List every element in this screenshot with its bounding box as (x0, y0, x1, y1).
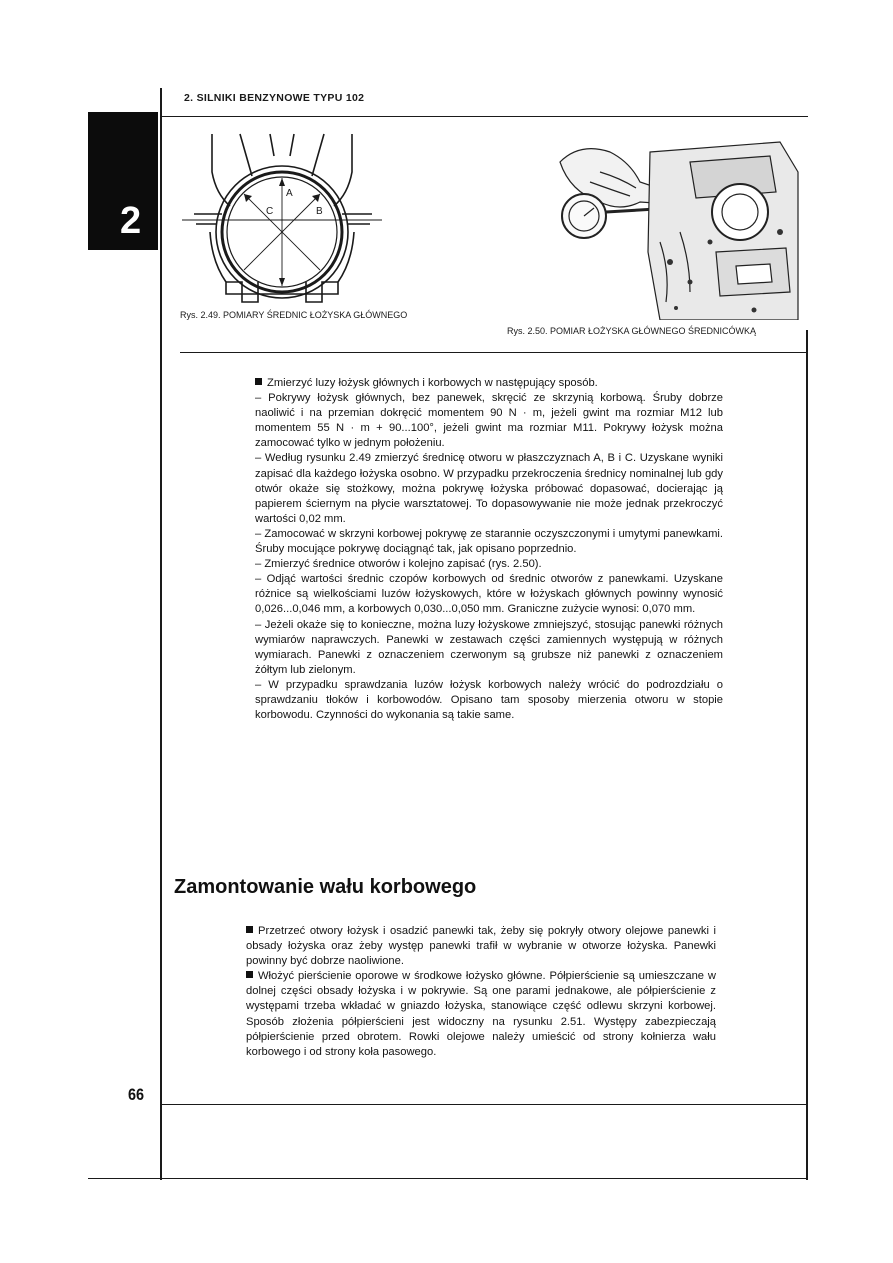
running-header: 2. SILNIKI BENZYNOWE TYPU 102 (184, 92, 365, 104)
paragraph: Włożyć pierścienie oporowe w środkowe łożysko główne. Półpierścienie są umieszczane w dolnej części obsady łożyska i w pokrywie. Są one parami jednakowe, ale półpierścienie z występami trzeba wkładać w gniazdo łożyska, stanowiące część odlewu skrzyni korbowej. Sposób złożenia półpierścieni jest widoczny na rysunku 2.51. Występy zabezpieczają półpierścienie przed obrotem. Rowki olejowe należy umieścić od strony kołnierza wału korbowego i od strony koła pasowego. (246, 970, 716, 1058)
right-margin-rule (806, 330, 808, 1180)
paragraph: – Według rysunku 2.49 zmierzyć średnicę otworu w płaszczyznach A, B i C. Uzyskane wyniki zapisać dla każdego łożyska osobno. W przypadku przekroczenia średnicy nominalnej lub gdy otwór okaże się stożkowy, można pokrywę łożyska próbować dopasować, docierając ją papierem ściernym na płycie warsztatowej. To dopasowywanie nie może jednak przekroczyć wartości 0,02 mm. (255, 452, 723, 525)
measurement-procedure (255, 376, 723, 723)
paragraph: – W przypadku sprawdzania luzów łożysk korbowych należy wrócić do podrozdziału o sprawdzaniu tłoków i korbowodów. Opisano tam sposoby mierzenia otworu w stopie korbowodu. Czynności do wykonania są takie same. (255, 678, 723, 722)
figure-caption-249: Rys. 2.49. POMIARY ŚREDNIC ŁOŻYSKA GŁÓWNEGO (180, 310, 408, 320)
bullet-square-icon (255, 378, 262, 385)
paragraph: – Zmierzyć średnice otworów i kolejno zapisać (rys. 2.50). (255, 558, 542, 571)
bullet-square-icon (246, 971, 253, 978)
header-rule (160, 116, 808, 117)
paragraph: – Pokrywy łożysk głównych, bez panewek, skręcić ze skrzynią korbową. Śruby dobrze naoliwić i na przemian dokręcić momentem 90 N · m, jeżeli gwint ma rozmiar M12 lub momentem 55 N · m + 90...100°, jeżeli gwint ma rozmiar M11. Pokrywy łożysk można zamocować tylko w jednym położeniu. (255, 392, 723, 450)
footer-rule (160, 1104, 806, 1105)
label-a: A (286, 188, 293, 199)
section-heading: Zamontowanie wału korbowego (174, 876, 477, 898)
left-margin-rule (160, 88, 162, 1180)
paragraph-intro: Zmierzyć luzy łożysk głównych i korbowych w następujący sposób. (255, 376, 723, 391)
paragraph: Przetrzeć otwory łożysk i osadzić panewki tak, żeby się pokryły otwory olejowe panewki i obsady łożyska oraz żeby występ panewki trafił w wybranie w otworze łożyska. Panewki powinny być dobrze naoliwione. (246, 925, 716, 968)
figure-bore-gauge-photo (540, 132, 802, 320)
figure-bearing-diameters (182, 132, 382, 308)
paragraph: – Odjąć wartości średnic czopów korbowych od średnic otworów z panewkami. Uzyskane różnice są wielkościami luzów łożyskowych, które w łożyskach głównych powinny wynosić 0,026...0,046 mm, a korbowych 0,030...0,050 mm. Graniczne zużycie wynosi: 0,070 mm. (255, 573, 723, 616)
figure-separator-rule (180, 352, 806, 353)
paragraph: – Jeżeli okaże się to konieczne, można luzy łożyskowe zmniejszyć, stosując panewki różnych wymiarów naprawczych. Panewki w zestawach części zamiennych występują w różnych wymiarach. Panewki z oznaczeniem czerwonym są grubsze niż panewki z oznaczeniem żółtym lub zielonym. (255, 618, 723, 676)
figure-caption-250: Rys. 2.50. POMIAR ŁOŻYSKA GŁÓWNEGO ŚREDNICÓWKĄ (507, 326, 757, 336)
label-c: C (266, 206, 274, 217)
bullet-square-icon (246, 926, 253, 933)
crankshaft-installation (246, 924, 716, 1060)
label-b: B (316, 206, 323, 217)
bottom-rule (88, 1178, 806, 1179)
chapter-number: 2 (120, 200, 142, 242)
page-number: 66 (128, 1085, 145, 1104)
paragraph: – Zamocować w skrzyni korbowej pokrywę ze starannie oczyszczonymi i umytymi panewkami. Śruby mocujące pokrywę dociągnąć tak, jak opisano poprzednio. (255, 527, 723, 556)
